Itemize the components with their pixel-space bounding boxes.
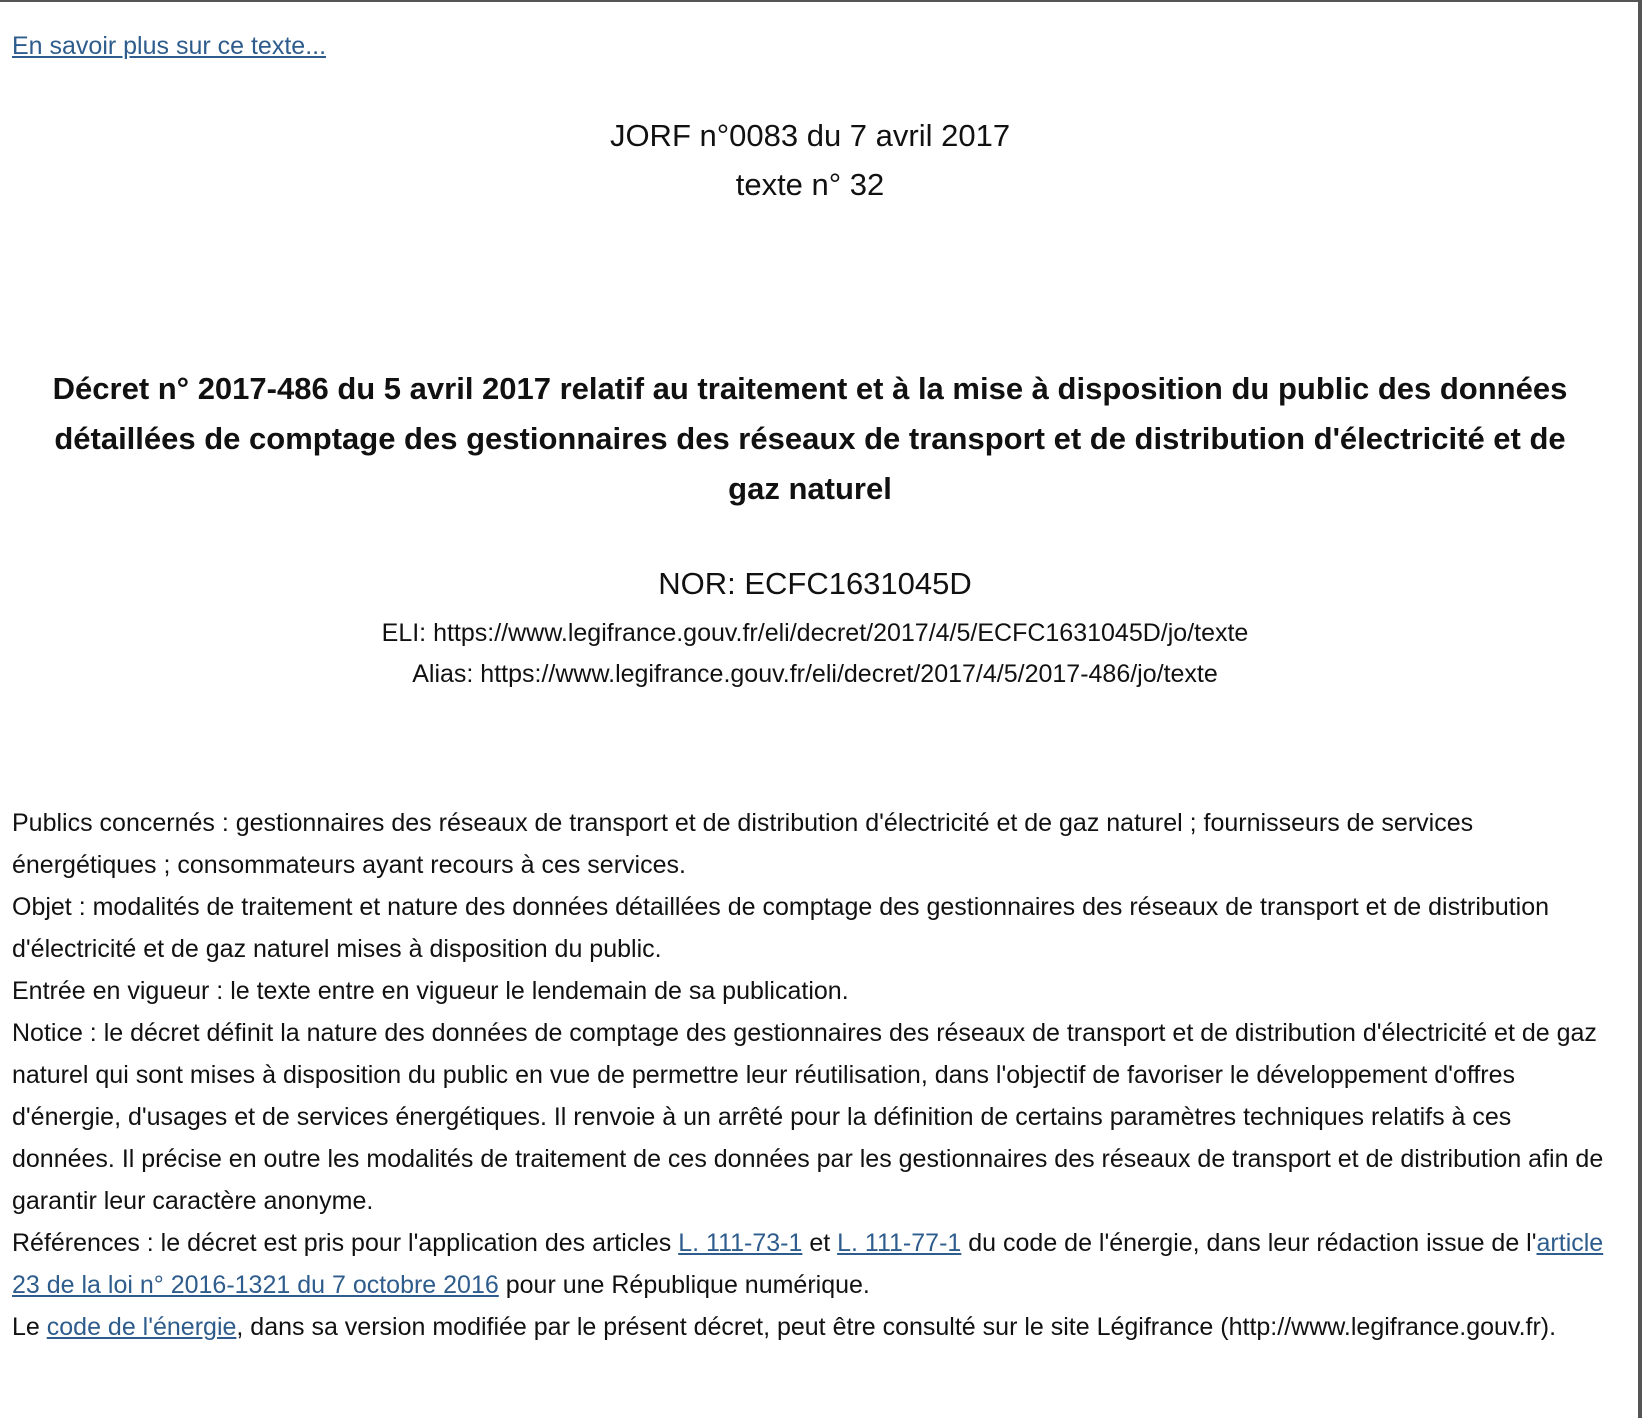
- more-about-text-link[interactable]: En savoir plus sur ce texte...: [12, 32, 327, 60]
- decree-title: Décret n° 2017-486 du 5 avril 2017 relatif au traitement et à la mise à disposition du public des données détaillées de comptage des gestionnaires des réseaux de transport et de distribution d'électricité et de gaz naturel: [52, 371, 1568, 506]
- text-number: texte n° 32: [735, 167, 885, 202]
- code-text: Le: [12, 1313, 47, 1341]
- entree-paragraph: Entrée en vigueur : le texte entre en vigueur le lendemain de sa publication.: [12, 977, 849, 1005]
- code-paragraph: [12, 1306, 1617, 1348]
- references-paragraph: [12, 1222, 1617, 1306]
- references-text: du code de l'énergie, dans leur rédaction issue de l': [961, 1229, 1537, 1257]
- window-right-edge: [1638, 2, 1640, 1418]
- code-text: , dans sa version modifiée par le présent décret, peut être consulté sur le site Légifrance (http://www.legifrance.gouv.fr).: [236, 1313, 1557, 1341]
- eli-identifier: ELI: https://www.legifrance.gouv.fr/eli/decret/2017/4/5/ECFC1631045D/jo/texte: [381, 619, 1249, 647]
- references-text: pour une République numérique.: [498, 1271, 870, 1299]
- references-text: et: [802, 1229, 838, 1257]
- notice-paragraph: Notice : le décret définit la nature des données de comptage des gestionnaires des réseaux de transport et de distribution d'électricité et de gaz naturel qui sont mises à disposition du public en vue de permettre leur réutilisation, dans l'objectif de favoriser le développement d'offres d'énergie, d'usages et de services énergétiques. Il renvoie à un arrêté pour la définition de certains paramètres techniques relatifs à ces données. Il précise en outre les modalités de traitement de ces données par les gestionnaires des réseaux de transport et de distribution afin de garantir leur caractère anonyme.: [12, 1019, 1604, 1215]
- article-l-111-73-1-link[interactable]: L. 111-73-1: [678, 1229, 803, 1257]
- jorf-number: JORF n°0083 du 7 avril 2017: [609, 118, 1011, 153]
- code-energie-link[interactable]: code de l'énergie: [46, 1313, 237, 1341]
- notice-section: [12, 802, 1617, 1348]
- references-text: Références : le décret est pris pour l'application des articles: [12, 1229, 679, 1257]
- publics-paragraph: Publics concernés : gestionnaires des réseaux de transport et de distribution d'électricité et de gaz naturel ; fournisseurs de services énergétiques ; consommateurs ayant recours à ces services.: [12, 809, 1474, 879]
- article-l-111-77-1-link[interactable]: L. 111-77-1: [837, 1229, 962, 1257]
- alias-identifier: Alias: https://www.legifrance.gouv.fr/eli/decret/2017/4/5/2017-486/jo/texte: [412, 660, 1218, 688]
- nor-identifier: NOR: ECFC1631045D: [658, 566, 972, 601]
- objet-paragraph: Objet : modalités de traitement et nature des données détaillées de comptage des gestionnaires des réseaux de transport et de distribution d'électricité et de gaz naturel mises à disposition du public.: [12, 893, 1550, 963]
- loi-2016-1321-article-23-link[interactable]: article 23 de la loi n° 2016-1321 du 7 octobre 2016: [12, 1229, 1604, 1299]
